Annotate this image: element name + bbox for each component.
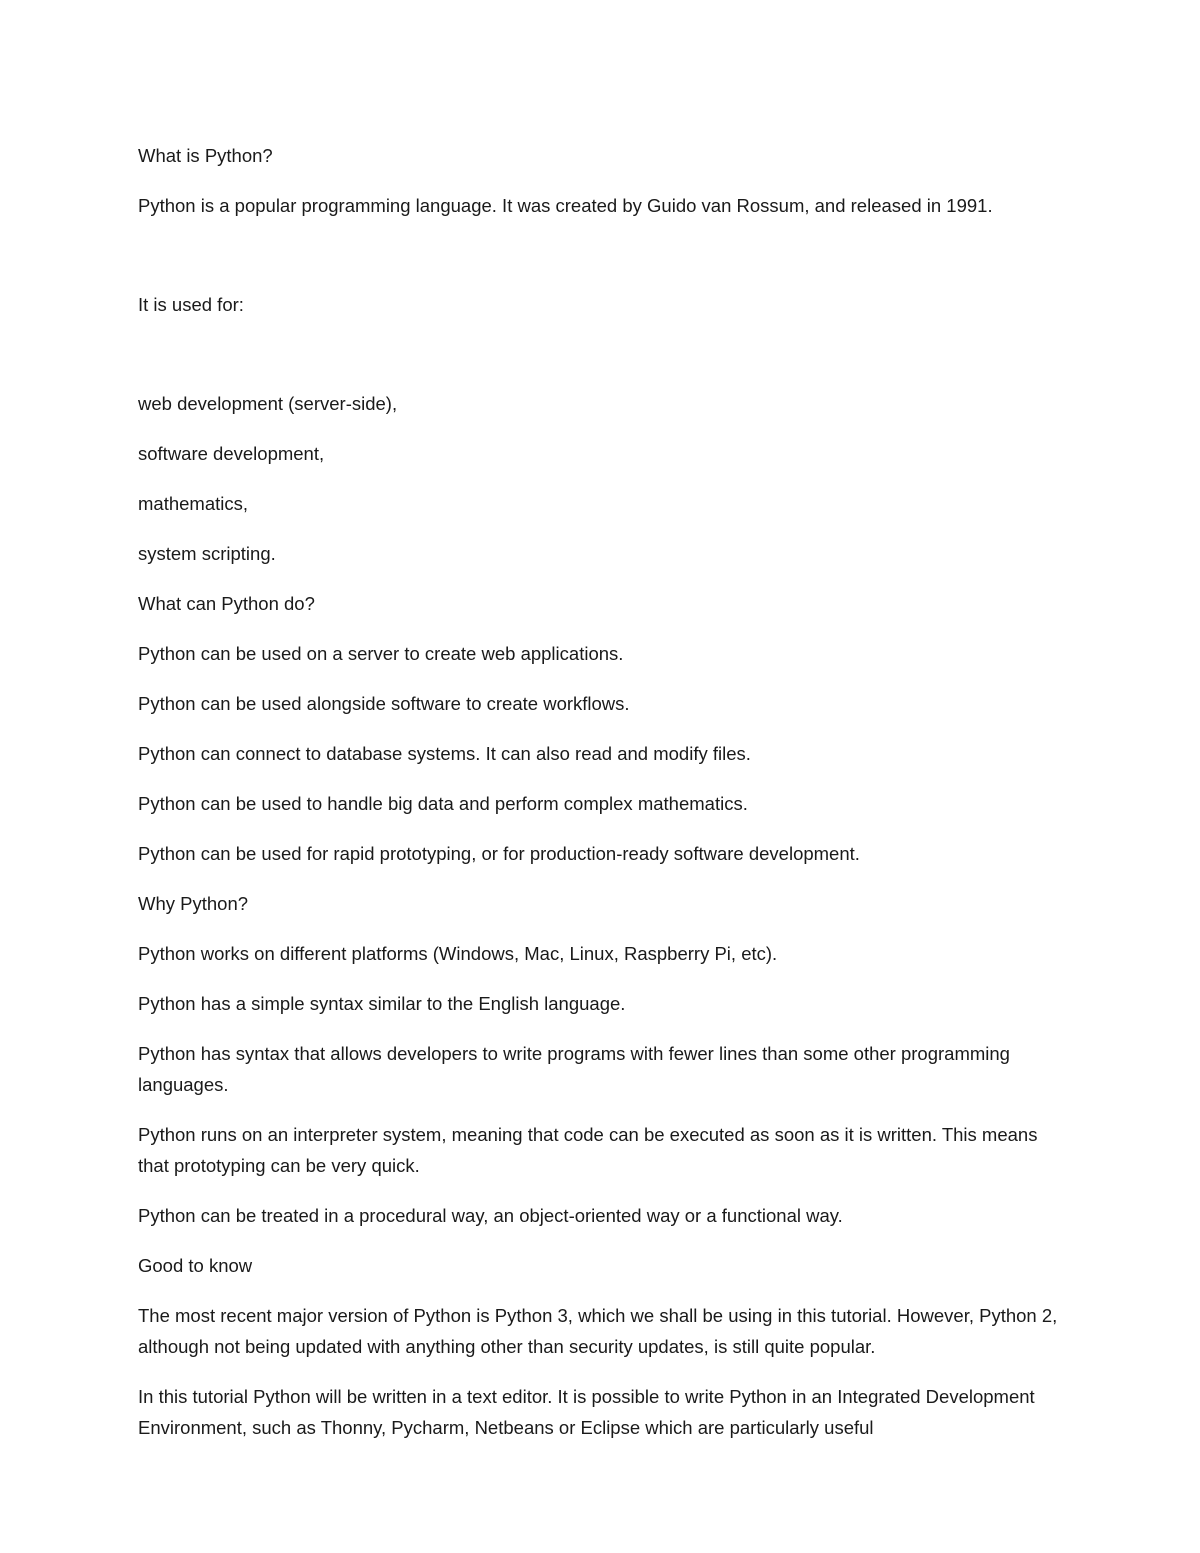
list-item: mathematics, <box>138 493 249 514</box>
heading-what-can-python-do: What can Python do? <box>138 593 315 614</box>
list-item: Python runs on an interpreter system, meaning that code can be executed as soon as it is written. This means that prototyping can be very quick. <box>138 1124 1038 1176</box>
heading-good-to-know: Good to know <box>138 1255 253 1276</box>
list-item: Python can connect to database systems. It can also read and modify files. <box>138 743 751 764</box>
list-item: Python has a simple syntax similar to the English language. <box>138 993 626 1014</box>
paragraph-used-for: It is used for: <box>138 294 244 315</box>
list-item: system scripting. <box>138 543 276 564</box>
list-item: web development (server-side), <box>138 393 398 414</box>
paragraph-intro: Python is a popular programming language. It was created by Guido van Rossum, and released in 1991. <box>138 195 993 216</box>
paragraph-text-editor: In this tutorial Python will be written in a text editor. It is possible to write Python in an Integrated Development Environment, such as Thonny, Pycharm, Netbeans or Eclipse which are particularly useful <box>138 1386 1035 1438</box>
list-item: Python can be used alongside software to create workflows. <box>138 693 630 714</box>
paragraph-python-versions: The most recent major version of Python is Python 3, which we shall be using in this tutorial. However, Python 2, although not being updated with anything other than security updates, is still quite popular. <box>138 1305 1058 1357</box>
list-item: Python can be used for rapid prototyping, or for production-ready software development. <box>138 843 860 864</box>
heading-what-is-python: What is Python? <box>138 145 273 166</box>
list-item: Python can be used to handle big data and perform complex mathematics. <box>138 793 748 814</box>
list-item: Python can be used on a server to create web applications. <box>138 643 624 664</box>
list-item: Python has syntax that allows developers to write programs with fewer lines than some other programming languages. <box>138 1043 1010 1095</box>
list-item: Python can be treated in a procedural way, an object-oriented way or a functional way. <box>138 1205 843 1226</box>
heading-why-python: Why Python? <box>138 893 249 914</box>
list-item: software development, <box>138 443 325 464</box>
document-body <box>138 140 1068 1462</box>
list-item: Python works on different platforms (Windows, Mac, Linux, Raspberry Pi, etc). <box>138 943 778 964</box>
